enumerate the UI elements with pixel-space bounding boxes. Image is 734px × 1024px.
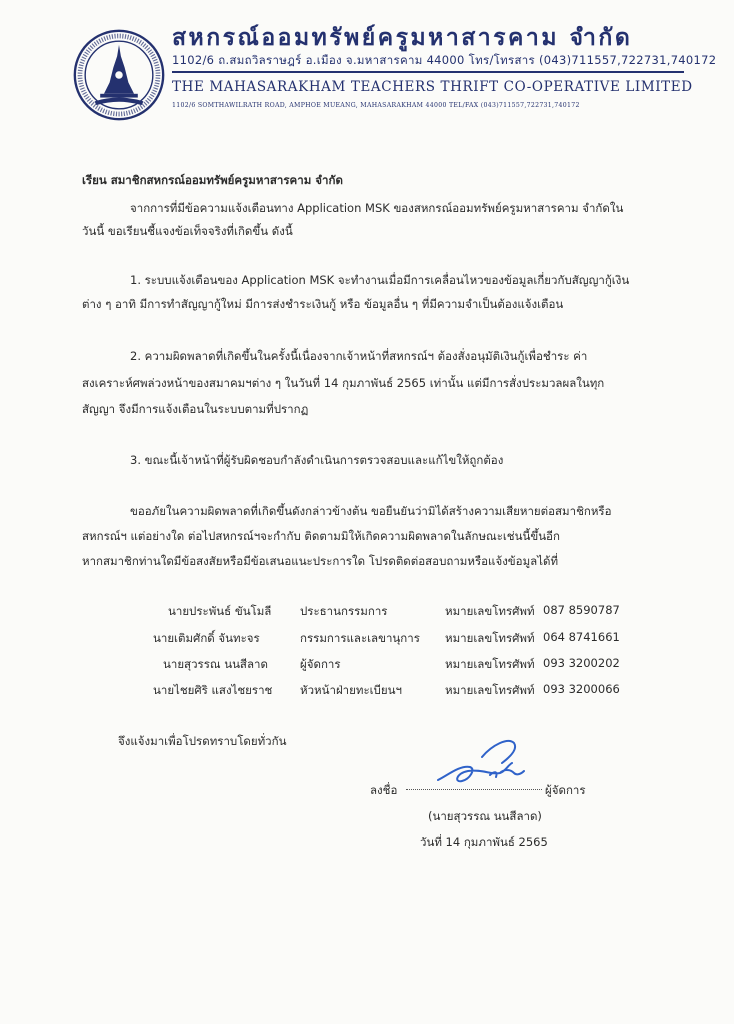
closing-line: จึงแจ้งมาเพื่อโปรดทราบโดยทั่วกัน bbox=[118, 734, 287, 748]
apology-line: ขออภัยในความผิดพลาดที่เกิดขึ้นดังกล่าวข้างต้น ขอยืนยันว่ามิได้สร้างความเสียหายต่อสมาชิกหรือ bbox=[130, 504, 612, 518]
point-3-line: 3. ขณะนี้เจ้าหน้าที่ผู้รับผิดชอบกำลังดำเนินการตรวจสอบและแก้ไขให้ถูกต้อง bbox=[130, 453, 504, 467]
intro-line: วันนี้ ขอเรียนชี้แจงข้อเท็จจริงที่เกิดขึ้น ดังนี้ bbox=[82, 224, 293, 238]
contact-name: นายประพันธ์ ขันโมลี bbox=[168, 604, 272, 618]
signer-role: ผู้จัดการ bbox=[545, 783, 586, 797]
contact-position: ผู้จัดการ bbox=[300, 657, 341, 671]
contact-phone: 064 8741661 bbox=[543, 630, 620, 644]
contact-phone-label: หมายเลขโทรศัพท์ bbox=[445, 657, 535, 671]
salutation: เรียน สมาชิกสหกรณ์ออมทรัพย์ครูมหาสารคาม จำกัด bbox=[82, 173, 343, 187]
org-address-thai: 1102/6 ถ.สมถวิลราษฎร์ อ.เมือง จ.มหาสารคาม 44000 โทร/โทรสาร (043)711557,722731,740172 bbox=[172, 53, 717, 67]
point-2-line: สงเคราะห์ศพล่วงหน้าของสมาคมฯต่าง ๆ ในวันที่ 14 กุมภาพันธ์ 2565 เท่านั้น แต่มีการสั่งประมวลผลในทุก bbox=[82, 376, 605, 390]
contact-phone: 093 3200066 bbox=[543, 682, 620, 696]
point-2-line: สัญญา จึงมีการแจ้งเตือนในระบบตามที่ปรากฏ bbox=[82, 402, 309, 416]
contact-position: กรรมการและเลขานุการ bbox=[300, 631, 420, 645]
contact-phone-label: หมายเลขโทรศัพท์ bbox=[445, 631, 535, 645]
point-1-line: ต่าง ๆ อาทิ มีการทำสัญญากู้ใหม่ มีการส่งชำระเงินกู้ หรือ ข้อมูลอื่น ๆ ที่มีความจำเป็นต้องแจ้งเตือน bbox=[82, 297, 564, 311]
point-1-line: 1. ระบบแจ้งเตือนของ Application MSK จะทำงานเมื่อมีการเคลื่อนไหวของข้อมูลเกี่ยวกับสัญญากู้เงิน bbox=[130, 273, 630, 287]
contact-name: นายเติมศักดิ์ จันทะจร bbox=[153, 631, 260, 645]
contact-phone: 093 3200202 bbox=[543, 656, 620, 670]
cooperative-seal-logo bbox=[72, 28, 166, 122]
contact-position: หัวหน้าฝ่ายทะเบียนฯ bbox=[300, 683, 402, 697]
intro-line: จากการที่มีข้อความแจ้งเตือนทาง Application MSK ของสหกรณ์ออมทรัพย์ครูมหาสารคาม จำกัดใน bbox=[130, 201, 624, 215]
apology-line: สหกรณ์ฯ แต่อย่างใด ต่อไปสหกรณ์ฯจะกำกับ ติดตามมิให้เกิดความผิดพลาดในลักษณะเช่นนี้ขึ้นอีก bbox=[82, 529, 560, 543]
letterhead-divider bbox=[172, 71, 684, 73]
org-address-english: 1102/6 SOMTHAWILRATH ROAD, AMPHOE MUEANG, MAHASARAKHAM 44000 TEL/FAX (043)711557,722731,740172 bbox=[172, 102, 580, 109]
handwritten-signature bbox=[430, 735, 530, 795]
point-2-line: 2. ความผิดพลาดที่เกิดขึ้นในครั้งนี้เนื่องจากเจ้าหน้าที่สหกรณ์ฯ ต้องสั่งอนุมัติเงินกู้เพื่อชำระ ค่า bbox=[130, 349, 588, 363]
letter-date: วันที่ 14 กุมภาพันธ์ 2565 bbox=[420, 835, 548, 849]
org-name-thai: สหกรณ์ออมทรัพย์ครูมหาสารคาม จำกัด bbox=[172, 25, 633, 51]
signature-label: ลงชื่อ bbox=[370, 783, 398, 797]
contact-name: นายสุวรรณ นนสีลาด bbox=[163, 657, 268, 671]
contact-phone: 087 8590787 bbox=[543, 603, 620, 617]
contact-phone-label: หมายเลขโทรศัพท์ bbox=[445, 604, 535, 618]
apology-line: หากสมาชิกท่านใดมีข้อสงสัยหรือมีข้อเสนอแนะประการใด โปรดติดต่อสอบถามหรือแจ้งข้อมูลได้ที่ bbox=[82, 554, 559, 568]
signature-line bbox=[406, 789, 542, 790]
org-name-english: THE MAHASARAKHAM TEACHERS THRIFT CO-OPERATIVE LIMITED bbox=[172, 79, 693, 95]
contact-position: ประธานกรรมการ bbox=[300, 604, 388, 618]
contact-name: นายไชยศิริ แสงไชยราช bbox=[153, 683, 273, 697]
signer-name: (นายสุวรรณ นนสีลาด) bbox=[428, 809, 542, 823]
contact-phone-label: หมายเลขโทรศัพท์ bbox=[445, 683, 535, 697]
